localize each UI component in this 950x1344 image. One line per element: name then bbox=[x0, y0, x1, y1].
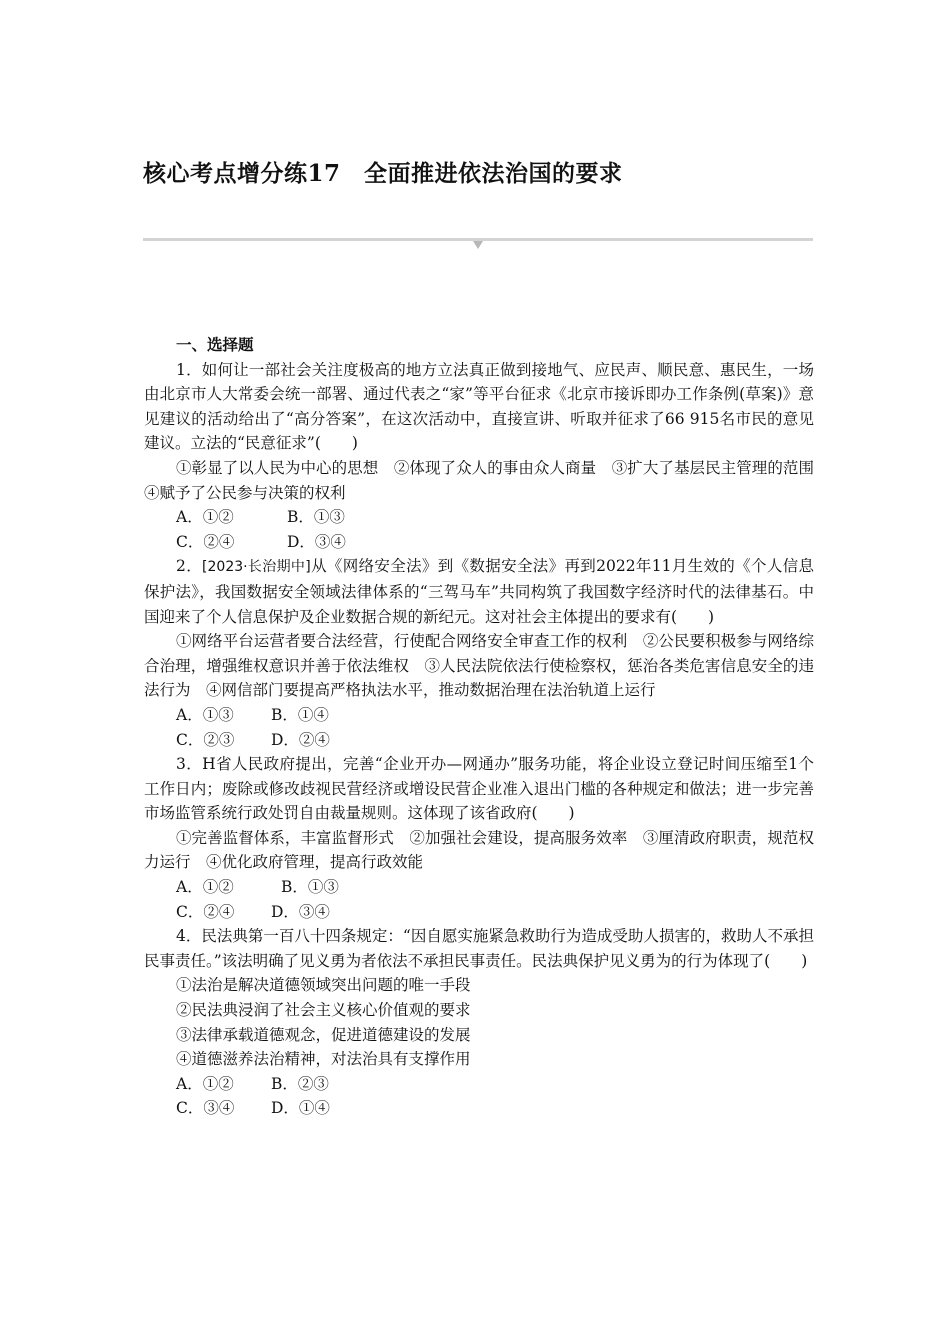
option-c[interactable]: C．②④ bbox=[176, 532, 235, 551]
option-a[interactable]: A．①② bbox=[176, 1074, 234, 1093]
option-d[interactable]: D．②④ bbox=[271, 730, 330, 749]
option-b[interactable]: B．①③ bbox=[281, 878, 339, 897]
option-d[interactable]: D．①④ bbox=[271, 1099, 330, 1118]
question-4-options-row-2 bbox=[144, 1096, 814, 1121]
option-a[interactable]: A．①③ bbox=[176, 705, 234, 724]
question-2-options-row-1 bbox=[144, 703, 814, 728]
question-2-statements: ①网络平台运营者要合法经营，行使配合网络安全审查工作的权利 ②公民要积极参与网络综合治理，增强维权意识并善于依法维权 ③人民法院依法行使检察权，惩治各类危害信息安全的违法行为 ④网信部门要提高严格执法水平，推动数据治理在法治轨道上运行 bbox=[144, 632, 814, 700]
option-b[interactable]: B．①④ bbox=[271, 705, 329, 724]
option-d[interactable]: D．③④ bbox=[287, 532, 346, 551]
option-d[interactable]: D．③④ bbox=[271, 902, 330, 921]
question-4-statement-4: ④道德滋养法治精神，对法治具有支撑作用 bbox=[176, 1050, 471, 1069]
question-2-options-row-2 bbox=[144, 728, 814, 753]
question-2-stem bbox=[144, 554, 814, 629]
option-a[interactable]: A．①② bbox=[176, 878, 234, 897]
question-4-statement-3: ③法律承载道德观念，促进道德建设的发展 bbox=[176, 1025, 471, 1044]
option-b[interactable]: B．①③ bbox=[287, 508, 345, 527]
section-heading: 一、选择题 bbox=[176, 335, 254, 354]
option-b[interactable]: B．②③ bbox=[271, 1074, 329, 1093]
page-title: 核心考点增分练17 全面推进依法治国的要求 bbox=[143, 160, 623, 187]
question-1-options-row-2 bbox=[144, 530, 814, 555]
question-content bbox=[144, 333, 830, 1121]
question-3-options-row-1 bbox=[144, 875, 814, 900]
question-3-stem: 3．H省人民政府提出，完善“企业开办—网通办”服务功能，将企业设立登记时间压缩至1个工作日内；废除或修改歧视民营经济或增设民营企业准入退出门槛的各种规定和做法；进一步完善市场监管系统行政处罚自由裁量规则。这体现了该省政府( ) bbox=[144, 755, 814, 823]
question-1-options-row-1 bbox=[144, 505, 814, 530]
question-4-statement-2: ②民法典浸润了社会主义核心价值观的要求 bbox=[176, 1001, 471, 1020]
question-3-options-row-2 bbox=[144, 900, 814, 925]
option-a[interactable]: A．①② bbox=[176, 508, 234, 527]
question-4-statement-1: ①法治是解决道德领域突出问题的唯一手段 bbox=[176, 976, 471, 995]
question-4-options-row-1 bbox=[144, 1072, 814, 1097]
question-1-stem: 1．如何让一部社会关注度极高的地方立法真正做到接地气、应民声、顺民意、惠民生，一场由北京市人大常委会统一部署、通过代表之“家”等平台征求《北京市接诉即办工作条例(草案)》意见建议的活动给出了“高分答案”，在这次活动中，直接宣讲、听取并征求了66 915名市民的意见建议。立法的“民意征求”( ) bbox=[144, 360, 814, 453]
question-1-statements: ①彰显了以人民为中心的思想 ②体现了众人的事由众人商量 ③扩大了基层民主管理的范围 ④赋予了公民参与决策的权利 bbox=[144, 458, 830, 502]
divider-arrow-icon bbox=[473, 241, 483, 249]
question-4-stem: 4．民法典第一百八十四条规定：“因自愿实施紧急救助行为造成受助人损害的，救助人不承担民事责任。”该法明确了见义勇为者依法不承担民事责任。民法典保护见义勇为的行为体现了( ) bbox=[144, 927, 814, 970]
question-2-text: 从《网络安全法》到《数据安全法》再到2022年11月生效的《个人信息保护法》，我国数据安全领域法律体系的“三驾马车”共同构筑了我国数字经济时代的法律基石。中国迎来了个人信息保护及企业数据合规的新纪元。这对社会主体提出的要求有( ) bbox=[144, 557, 814, 626]
question-3-statements: ①完善监督体系，丰富监督形式 ②加强社会建设，提高服务效率 ③厘清政府职责，规范权力运行 ④优化政府管理，提高行政效能 bbox=[144, 828, 814, 872]
source-tag: [2023·长治期中] bbox=[202, 559, 311, 576]
option-c[interactable]: C．②④ bbox=[176, 902, 235, 921]
question-2-number: 2． bbox=[176, 557, 203, 576]
option-c[interactable]: C．③④ bbox=[176, 1099, 235, 1118]
option-c[interactable]: C．②③ bbox=[176, 730, 235, 749]
